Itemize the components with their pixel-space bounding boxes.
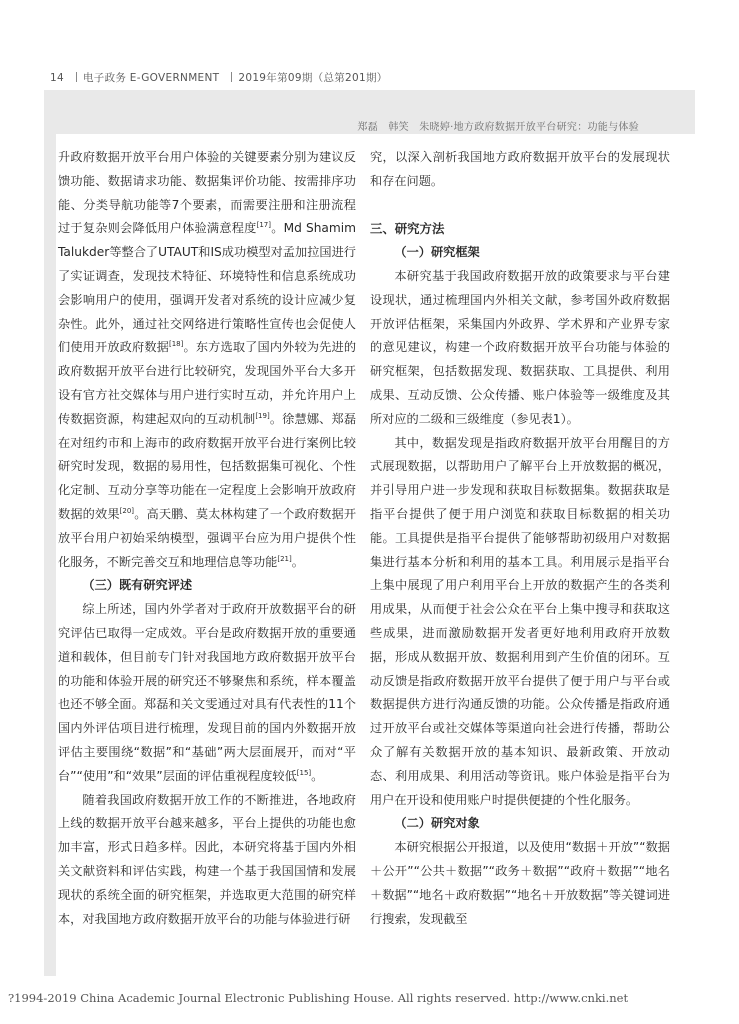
body-paragraph	[370, 265, 670, 432]
citation-marker: [20]	[119, 506, 135, 515]
paragraph-text: 本研究基于我国政府数据开放的政策要求与平台建设现状，通过梳理国内外相关文献，参考国外政府数据开放评估框架，采集国内外政界、学术界和产业界专家的意见建议，构建一个政府数据开放平台功能与体验的研究框架，包括数据发现、数据获取、工具提供、利用成果、互动反馈、公众传播、账户体验等一级维度及其所对应的二级和三级维度（参见表1）。	[370, 268, 670, 426]
paragraph-text: 。徐慧娜、郑磊在对纽约市和上海市的政府数据开放平台进行案例比较研究时发现，数据的易用性，包括数据集可视化、个性化定制、互动分享等功能在一定程度上会影响开放政府数据的效果	[58, 411, 357, 521]
paragraph-text: 。	[311, 768, 324, 783]
running-title: 郑磊 韩笑 朱晓婷·地方政府数据开放平台研究：功能与体验	[357, 122, 639, 133]
body-paragraph	[58, 146, 356, 574]
citation-marker: [17]	[256, 221, 271, 230]
paragraph-text: 。高天鹏、莫太林构建了一个政府数据开放平台用户初始采纳模型，强调平台应为用户提供个性化服务，不断完善交互和地理信息等功能	[58, 506, 357, 569]
margin-band	[44, 96, 56, 976]
body-paragraph	[370, 146, 670, 194]
paragraph-text: 。	[291, 554, 304, 569]
header-divider	[231, 72, 232, 82]
paragraph-gap	[370, 194, 670, 218]
paragraph-text: 随着我国政府数据开放工作的不断推进，各地政府上线的数据开放平台越来越多，平台上提供的功能也愈加丰富，形式日趋多样。因此，本研究将基于国内外相关文献资料和评估实践，构建一个基于我国国情和发展现状的系统全面的研究框架，并选取更大范围的研究样本，对我国地方政府数据开放平台的功能与体验进行研	[58, 792, 356, 926]
citation-marker: [18]	[168, 340, 184, 349]
paragraph-text: 。东方选取了国内外较为先进的政府数据开放平台进行比较研究，发现国外平台大多开设有官方社交媒体与用户进行实时互动，并允许用户上传数据资源，构建起双向的互动机制	[58, 340, 357, 426]
page-number: 14	[50, 72, 64, 84]
citation-marker: [21]	[277, 554, 292, 563]
body-paragraph	[370, 432, 670, 813]
subsection-heading: （二）研究对象	[394, 816, 480, 831]
right-column	[370, 146, 670, 931]
journal-issue: 2019年第09期（总第201期）	[238, 72, 388, 84]
left-column	[58, 146, 356, 931]
subsection-heading: （一）研究框架	[394, 245, 480, 260]
body-paragraph	[58, 598, 356, 788]
paragraph-text: 其中，数据发现是指政府数据开放平台用醒目的方式展现数据，以帮助用户了解平台上开放数据的概况，并引导用户进一步发现和获取目标数据集。数据获取是指平台提供了便于用户浏览和获取目标数据的相关功能。工具提供是指平台提供了能够帮助初级用户对数据集进行基本分析和利用的基本工具。利用展示是指平台上集中展现了用户利用平台上开放的数据产生的各类利用成果，从而便于社会公众在平台上集中搜寻和获取这些成果，进而激励数据开发者更好地利用政府开放数据，形成从数据开放、数据利用到产生价值的闭环。互动反馈是指政府数据开放平台提供了便于用户与平台或数据提供方进行沟通反馈的功能。公众传播是指政府通过开放平台或社交媒体等渠道向社会进行传播，帮助公众了解有关数据开放的基本知识、最新政策、开放动态、利用成果、利用活动等资讯。账户体验是指平台为用户在开设和使用账户时提供便捷的个性化服务。	[370, 435, 670, 807]
journal-name: 电子政务 E-GOVERNMENT	[82, 72, 220, 84]
section-heading: 三、研究方法	[370, 221, 445, 237]
paragraph-text: 升政府数据开放平台用户体验的关键要素分别为建议反馈功能、数据请求功能、数据集评价功能、按需排序功能、分类导航功能等7个要素，而需要注册和注册流程过于复杂则会降低用户体验满意程度	[58, 150, 356, 236]
paragraph-text: 综上所述，国内外学者对于政府开放数据平台的研究评估已取得一定成效。平台是政府数据开放的重要通道和载体，但目前专门针对我国地方政府数据开放平台的功能和体验开展的研究还不够聚焦和系统，样本覆盖也还不够全面。郑磊和关文雯通过对具有代表性的11个国内外评估项目进行梳理，发现目前的国内外数据开放评估主要围绕“数据”和“基础”两大层面展开，而对“平台”“使用”和“效果”层面的评估重视程度较低	[58, 602, 356, 783]
citation-marker: [19]	[255, 411, 270, 420]
citation-marker: [15]	[296, 768, 312, 777]
paragraph-text: 究，以深入剖析我国地方政府数据开放平台的发展现状和存在问题。	[370, 150, 670, 188]
paragraph-text: 本研究根据公开报道，以及使用“数据＋开放”“数据＋公开”“公共＋数据”“政务＋数据”“政府＋数据”“地名＋数据”“地名＋政府数据”“地名＋开放数据”等关键词进行搜索，发现截至	[370, 840, 670, 926]
subsection-heading: （三）既有研究评述	[82, 578, 193, 593]
header-divider	[76, 72, 77, 82]
paragraph-text: 。Md Shamim Talukder等整合了UTAUT和IS成功模型对孟加拉国进行了实证调查，发现技术特征、环境特性和信息系统成功会影响用户的使用，强调开发者对系统的设计应减少复杂性。此外，通过社交网络进行策略性宣传也会促使人们使用开放政府数据	[58, 221, 357, 355]
body-paragraph	[370, 836, 670, 931]
journal-header	[50, 70, 394, 85]
copyright-footer: ?1994-2019 China Academic Journal Electronic Publishing House. All rights reserved. http://www.cnki.net	[8, 991, 629, 1005]
body-paragraph	[58, 789, 356, 932]
